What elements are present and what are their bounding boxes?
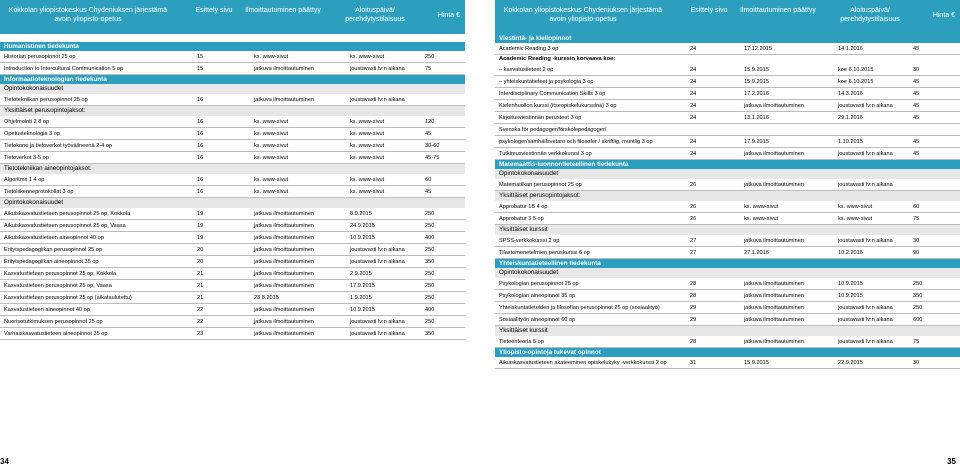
course-name: Approbatur 1B 4 op [499, 204, 548, 210]
course-name: Psykologian perusopinnot 25 op [499, 281, 579, 287]
registration-end: ks. www-sivut [254, 54, 289, 60]
page-ref: 19 [197, 211, 204, 217]
table-row [495, 302, 960, 314]
right-page [495, 0, 960, 369]
price: 350 [913, 293, 923, 299]
registration-end: ks. www-sivut [744, 216, 779, 222]
page-ref: 16 [197, 155, 204, 161]
price: 45 [425, 189, 432, 195]
table-row [0, 280, 465, 292]
start-date: ks. www-sivut [350, 155, 385, 161]
start-date: joustavasti lv:n aikana [350, 259, 405, 265]
course-name: Tietokone ja tietoverkot työvälineenä 2-4 op [4, 143, 113, 149]
start-date: 14.3.2016 [838, 91, 863, 97]
registration-end: jatkuva ilmoittautuminen [254, 235, 315, 241]
table-row [495, 148, 960, 160]
page-ref: 24 [690, 79, 697, 85]
start-date: 10.9.2015 [350, 235, 375, 241]
start-date: joustavasti lv:n aikana [838, 238, 893, 244]
course-name: Tietotekniikan perusopinnot 25 op [4, 97, 88, 103]
start-date: 10.9.2015 [838, 293, 863, 299]
price: 45-75 [425, 155, 440, 161]
start-date: joustavasti lv:n aikana [838, 305, 893, 311]
start-date: joustavasti lv:n aikana [838, 317, 893, 323]
table-row [495, 336, 960, 348]
course-name: psykologer/samhällsvetare och filosofer / skriftlig, muntlig 3 op [499, 139, 653, 145]
page-ref: 31 [690, 360, 697, 366]
price: 250 [425, 247, 435, 253]
price: 60 [425, 177, 432, 183]
subsection-heading: Yksittäiset kurssit [495, 225, 960, 235]
start-date: joustavasti lv:n aikana [350, 247, 405, 253]
table-row [0, 140, 465, 152]
page-ref: 26 [690, 182, 697, 188]
price: 75 [913, 339, 920, 345]
registration-end: jatkuva ilmoittautuminen [744, 103, 805, 109]
course-name: Kasvatustieteen perusopinnot 25 op, Vaasa [4, 283, 112, 289]
course-name: Tilastomenetelmien peruskurssi 6 op [499, 250, 590, 256]
page-ref: 21 [197, 283, 204, 289]
course-name: Tietoverkot 3-5 op [4, 155, 49, 161]
page-ref: 28 [690, 339, 697, 345]
table-row [495, 179, 960, 191]
section-heading: Informaatioteknologian tiedekunta [0, 75, 465, 84]
course-name: Nuorisotutkimuksen perusopinnot 25 op [4, 319, 103, 325]
course-name: Kirjoitusviestinnän perusteet 3 op [499, 115, 582, 121]
table-row [495, 136, 960, 148]
course-name: Introduction to Intercultural Communication 5 op [4, 66, 124, 72]
start-date: joustavasti lv:n aikana [350, 66, 405, 72]
table-row [0, 316, 465, 328]
table-row [495, 124, 960, 136]
table-row [495, 290, 960, 302]
start-date: 10.2.2016 [838, 250, 863, 256]
registration-end: ks. www-sivut [254, 119, 289, 125]
price: 30 [913, 238, 920, 244]
registration-end: 17.2.2016 [744, 91, 769, 97]
page-number: 35 [947, 457, 956, 466]
start-date: ks. www-sivut [350, 131, 385, 137]
table-row [0, 174, 465, 186]
price: 350 [425, 331, 435, 337]
table-row [495, 314, 960, 326]
header-price: Hinta € [932, 12, 955, 19]
start-date: 24.9.2015 [350, 223, 375, 229]
registration-end: jatkuva ilmoittautuminen [744, 151, 805, 157]
table-row [495, 247, 960, 259]
subsection-heading: Opintokokonaisuudet [0, 198, 465, 208]
start-date: koe 6.10.2015 [838, 67, 874, 73]
page-ref: 24 [690, 151, 697, 157]
registration-end: ks. www-sivut [254, 155, 289, 161]
subsection-heading: Yksittäiset perusopintojaksot: [0, 106, 465, 116]
registration-end: ks. www-sivut [254, 177, 289, 183]
course-name: Erityispedagogiikan aineopinnot 35 op [4, 259, 99, 265]
header-institution: Kokkolan yliopistokeskus Chydeniuksen järjestämä avoin yliopisto-opetus [8, 7, 168, 23]
section-heading: Viestintä- ja kieliopinnot [495, 34, 960, 43]
start-date: 10.9.2015 [350, 307, 375, 313]
section-heading: Humanistinen tiedekunta [0, 42, 465, 51]
price: 30 [913, 360, 920, 366]
price: 45 [913, 151, 920, 157]
table-row [0, 63, 465, 75]
page-number: 34 [0, 457, 9, 466]
course-name: Kasvatustieteen perusopinnot 25 op (aikataulutettu) [4, 295, 132, 301]
page-ref: 22 [197, 307, 204, 313]
price: 600 [913, 317, 923, 323]
start-date: joustavasti lv:n aikana [350, 97, 405, 103]
start-date: ks. www-sivut [838, 216, 873, 222]
table-row [0, 152, 465, 164]
start-date: 10.9.2015 [838, 281, 863, 287]
start-date: ks. www-sivut [838, 204, 873, 210]
section-heading: Yliopisto-opintoja tukevat opinnot [495, 348, 960, 357]
course-name: Aikuiskasvatustieteen akateeminen opiskelukyky -verkkokurssi 2 op [499, 360, 667, 366]
course-table [0, 42, 465, 340]
page-ref: 24 [690, 103, 697, 109]
price: 45 [913, 79, 920, 85]
page-ref: 26 [690, 204, 697, 210]
price: 30 [913, 67, 920, 73]
start-date: 22.9.2015 [838, 360, 863, 366]
start-date: 2.9.2015 [350, 271, 372, 277]
price: 250 [425, 271, 435, 277]
page-ref: 24 [690, 139, 697, 145]
table-row [0, 232, 465, 244]
table-row [495, 100, 960, 112]
page-ref: 16 [197, 189, 204, 195]
start-date: ks. www-sivut [350, 189, 385, 195]
registration-end: 15.9.2015 [744, 79, 769, 85]
registration-end: jatkuva ilmoittautuminen [254, 97, 315, 103]
course-name: Kielenhuollon kurssi (itseopiskelukurssina) 3 op [499, 103, 617, 109]
registration-end: jatkuva ilmoittautuminen [254, 331, 315, 337]
start-date: joustavasti lv:n aikana [350, 319, 405, 325]
course-name: Opetusteknologia 3 op [4, 131, 60, 137]
start-date: 17.9.2015 [350, 283, 375, 289]
price: 90 [913, 250, 920, 256]
registration-end: jatkuva ilmoittautuminen [254, 271, 315, 277]
table-row [495, 76, 960, 88]
subsection-heading: Yksittäiset perusopintojaksot: [495, 191, 960, 201]
start-date: koe 6.10.2015 [838, 79, 874, 85]
registration-end: jatkuva ilmoittautuminen [254, 283, 315, 289]
table-row [0, 116, 465, 128]
start-date: ks. www-sivut [350, 177, 385, 183]
table-row [495, 235, 960, 247]
start-date: 14.1.2016 [838, 46, 863, 52]
price: 30-60 [425, 143, 440, 149]
registration-end: ks. www-sivut [744, 204, 779, 210]
table-row [495, 64, 960, 76]
header-price: Hinta € [437, 12, 460, 19]
price: 250 [425, 223, 435, 229]
registration-end: jatkuva ilmoittautuminen [744, 281, 805, 287]
page-ref: 28 [690, 293, 697, 299]
price: 250 [425, 211, 435, 217]
page-ref: 16 [197, 143, 204, 149]
price: 250 [425, 319, 435, 325]
page-ref: 16 [197, 177, 204, 183]
page-ref: 15 [197, 66, 204, 72]
course-name: SPSS-verkkokurssi 2 op [499, 238, 560, 244]
course-name: Kasvatustieteen aineopinnot 40 op [4, 307, 90, 313]
registration-end: jatkuva ilmoittautuminen [744, 182, 805, 188]
start-date: joustavasti lv:n aikana [838, 182, 893, 188]
registration-end: 15.9.2015 [744, 67, 769, 73]
course-name: Varhaiskasvatustieteen aineopinnot 35 op [4, 331, 108, 337]
course-table [495, 34, 960, 369]
table-row [0, 220, 465, 232]
course-name: Tutkimusviestinnän verkkokurssi 3 op [499, 151, 592, 157]
price: 75 [913, 216, 920, 222]
left-page [0, 0, 465, 340]
registration-end: jatkuva ilmoittautuminen [744, 293, 805, 299]
table-row [0, 292, 465, 304]
start-date: joustavasti lv:n aikana [838, 103, 893, 109]
registration-end: jatkuva ilmoittautuminen [254, 223, 315, 229]
header-registration: Ilmoittautuminen päättyy [740, 7, 816, 14]
header-page: Esittely sivu [690, 7, 728, 14]
header-registration: Ilmoittautuminen päättyy [245, 7, 321, 14]
page-ref: 24 [690, 67, 697, 73]
price: 60 [913, 204, 920, 210]
registration-end: jatkuva ilmoittautuminen [744, 238, 805, 244]
table-row [0, 256, 465, 268]
start-date: joustavasti lv:n aikana [838, 151, 893, 157]
page-ref: 20 [197, 247, 204, 253]
course-name: Tieteenteoria 5 op [499, 339, 544, 345]
table-header [0, 0, 465, 34]
course-name: Historian perusopinnot 25 op [4, 54, 76, 60]
page-ref: 28 [690, 281, 697, 287]
price: 45 [913, 139, 920, 145]
course-name: – yhteiskuntatieteet ja psykologia 3 op [499, 79, 594, 85]
course-name: Kasvatustieteen perusopinnot 25 op, Kokkola [4, 271, 117, 277]
course-name: Yhteiskuntatieteiden ja filosofian perusopinnot 25 op (sosiaalityö) [499, 305, 660, 311]
price: 250 [425, 283, 435, 289]
start-date: ks. www-sivut [350, 119, 385, 125]
course-name: Aikuiskasvatustieteen perusopinnot 25 op, Kokkola [4, 211, 131, 217]
page-ref: 23 [197, 331, 204, 337]
page-ref: 22 [197, 319, 204, 325]
registration-end: jatkuva ilmoittautuminen [254, 259, 315, 265]
start-date: joustavasti lv:n aikana [838, 339, 893, 345]
table-row [495, 201, 960, 213]
header-institution: Kokkolan yliopistokeskus Chydeniuksen järjestämä avoin yliopisto-opetus [503, 7, 663, 23]
price: 250 [913, 305, 923, 311]
table-row [495, 43, 960, 55]
page-ref: 24 [690, 46, 697, 52]
price: 45 [913, 91, 920, 97]
registration-end: 15.9.2015 [744, 360, 769, 366]
subsection-heading: Academic Reading -kurssin korvaava koe: [495, 55, 960, 64]
header-page: Esittely sivu [195, 7, 233, 14]
table-row [0, 186, 465, 198]
table-row [495, 213, 960, 225]
price: 45 [913, 103, 920, 109]
registration-end: ks. www-sivut [254, 131, 289, 137]
section-heading: Matemaattis-luonnontieteellinen tiedekunta [495, 160, 960, 169]
price: 250 [913, 281, 923, 287]
start-date: 29.1.2016 [838, 115, 863, 121]
price: 400 [425, 235, 435, 241]
course-name: Interdisciplinary Communication Skills 3 op [499, 91, 606, 97]
table-row [495, 278, 960, 290]
page-ref: 16 [197, 119, 204, 125]
page-ref: 26 [690, 216, 697, 222]
course-name: Sosiaalityön aineopinnot 60 op [499, 317, 576, 323]
page-ref: 27 [690, 238, 697, 244]
registration-end: 17.9.2015 [744, 139, 769, 145]
subsection-heading: Tietotekniikan aineopintojaksot: [0, 164, 465, 174]
table-row [495, 88, 960, 100]
price: 400 [425, 307, 435, 313]
start-date: 8.9.2015 [350, 211, 372, 217]
course-name: Psykologian aineopinnot 35 op [499, 293, 576, 299]
course-name: Algoritmit 1 4 op [4, 177, 45, 183]
table-row [0, 304, 465, 316]
page-ref: 24 [690, 91, 697, 97]
page-ref: 20 [197, 259, 204, 265]
page-ref: 29 [690, 317, 697, 323]
registration-end: jatkuva ilmoittautuminen [254, 319, 315, 325]
start-date: joustavasti lv:n aikana [350, 331, 405, 337]
table-row [0, 51, 465, 63]
start-date: ks. www-sivut [350, 54, 385, 60]
price: 250 [425, 54, 435, 60]
page-ref: 24 [690, 115, 697, 121]
price: 350 [425, 259, 435, 265]
registration-end: ks. www-sivut [254, 189, 289, 195]
page-ref: 21 [197, 295, 204, 301]
table-row [0, 244, 465, 256]
course-name: Academic Reading 3 op [499, 46, 559, 52]
registration-end: jatkuva ilmoittautuminen [254, 307, 315, 313]
course-name: Ohjelmointi 2 8 op [4, 119, 50, 125]
table-row [0, 128, 465, 140]
course-name: Matematiikan perusopinnot 25 op [499, 182, 582, 188]
header-start: Aloituspäivä/ perehdytystilaisuus [840, 7, 900, 23]
registration-end: jatkuva ilmoittautuminen [254, 66, 315, 72]
start-date: 1.9.2015 [350, 295, 372, 301]
section-heading: Yhteiskuntatieteellinen tiedekunta [495, 259, 960, 268]
course-name: – kasvatustieteet 2 op [499, 67, 554, 73]
price: 250 [425, 295, 435, 301]
registration-end: ks. www-sivut [254, 143, 289, 149]
course-name: Aikuiskasvatustieteen perusopinnot 25 op, Vaasa [4, 223, 126, 229]
price: 75 [425, 66, 432, 72]
price: 45 [913, 115, 920, 121]
price: 45 [425, 131, 432, 137]
registration-end: 17.12.2015 [744, 46, 772, 52]
course-name: Erityispedagogiikan perusopinnot 25 op [4, 247, 102, 253]
registration-end: 23.8.2015 [254, 295, 279, 301]
registration-end: 13.1.2016 [744, 115, 769, 121]
table-row [495, 357, 960, 369]
price: 45 [913, 46, 920, 52]
table-row [495, 112, 960, 124]
subsection-heading: Opintokokonaisuudet [0, 84, 465, 94]
page-ref: 21 [197, 271, 204, 277]
table-header [495, 0, 960, 34]
page-ref: 15 [197, 54, 204, 60]
registration-end: jatkuva ilmoittautuminen [744, 339, 805, 345]
table-row [0, 328, 465, 340]
registration-end: jatkuva ilmoittautuminen [254, 211, 315, 217]
page-ref: 27 [690, 250, 697, 256]
course-name: Tietoliikenneprotokollat 3 op [4, 189, 74, 195]
page-ref: 16 [197, 97, 204, 103]
course-name: Svenska för pedagoger/förskolepedagoger/ [499, 127, 607, 133]
table-row [0, 268, 465, 280]
course-name: Approbatur 3 5 op [499, 216, 544, 222]
subsection-heading: Opintokokonaisuudet [495, 169, 960, 179]
page-ref: 16 [197, 131, 204, 137]
page-ref: 19 [197, 235, 204, 241]
start-date: ks. www-sivut [350, 143, 385, 149]
page-ref: 19 [197, 223, 204, 229]
registration-end: jatkuva ilmoittautuminen [744, 317, 805, 323]
table-row [0, 94, 465, 106]
table-row [0, 208, 465, 220]
registration-end: jatkuva ilmoittautuminen [744, 305, 805, 311]
course-name: Aikuiskasvatustieteen aineopinnot 40 op [4, 235, 104, 241]
registration-end: jatkuva ilmoittautuminen [254, 247, 315, 253]
price: 120 [425, 119, 435, 125]
start-date: 1.10.2015 [838, 139, 863, 145]
subsection-heading: Opintokokonaisuudet [495, 268, 960, 278]
header-start: Aloituspäivä/ perehdytystilaisuus [345, 7, 405, 23]
page-ref: 29 [690, 305, 697, 311]
registration-end: 27.1.2016 [744, 250, 769, 256]
subsection-heading: Yksittäiset kurssit [495, 326, 960, 336]
